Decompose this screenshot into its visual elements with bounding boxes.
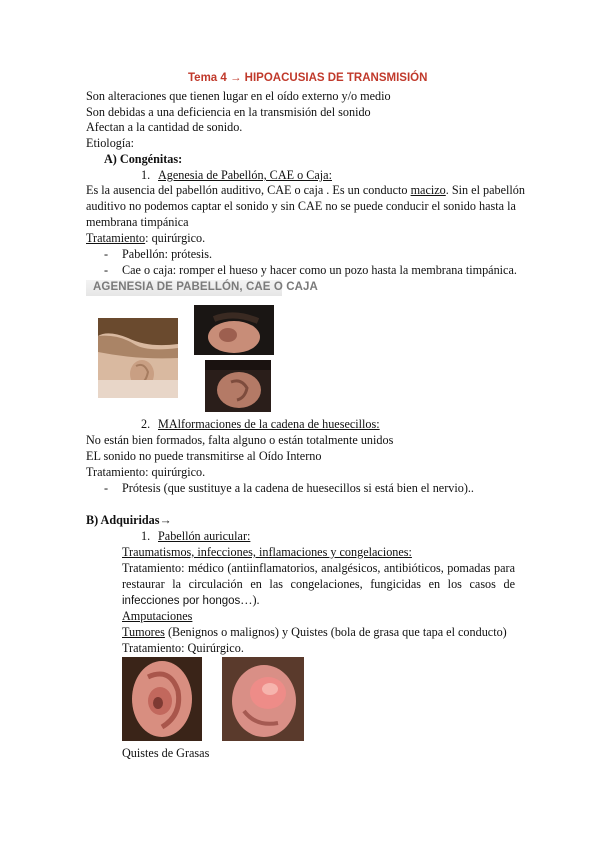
page-title: Tema 4 → HIPOACUSIAS DE TRANSMISIÓN [188,72,428,84]
tumores-rest: (Benignos o malignos) y Quistes (bola de grasa que tapa el conducto) [164,625,507,639]
item-b1-title: Pabellón auricular: [158,529,251,543]
item-a1-number: 1. [141,168,151,182]
item-a1-tratamiento [86,231,205,246]
section-b-heading: B) Adquiridas→ [86,513,172,527]
amputaciones-label: Amputaciones [122,609,193,623]
image-banner-text: AGENESIA DE PABELLÓN, CAE O CAJA [93,281,318,293]
intro-line-1: Son alteraciones que tienen lugar en el oído externo y/o medio [86,89,391,103]
bullet-dash: - [104,481,109,495]
item-a2-line-1: No están bien formados, falta alguno o están totalmente unidos [86,433,394,447]
tratamiento-value: : quirúrgico. [145,231,206,245]
tumores-label: Tumores [122,625,165,639]
cyst-photo-2 [222,657,304,741]
tratamiento-label: Tratamiento [86,231,146,245]
hongos-tail: …). [240,593,260,607]
item-a1-desc-line-2: auditivo no podemos captar el sonido y sin CAE no se puede conducir el sonido hasta la [86,199,516,213]
item-a2-title: MAlformaciones de la cadena de huesecillos: [158,417,380,431]
item-a2-number: 2. [141,417,151,431]
ear-photo-2 [194,305,274,355]
bullet-dash: - [104,263,109,277]
tumores-line [122,625,507,640]
cyst-photo-1 [122,657,202,741]
desc-text: Es la ausencia del pabellón auditivo, CAE o caja . Es un conducto [86,183,411,197]
item-b1-number: 1. [141,529,151,543]
bullet-protesis-cadena: Prótesis (que sustituye a la cadena de huesecillos si está bien el nervio).. [122,481,474,495]
image-caption: Quistes de Grasas [122,746,210,760]
item-a1-desc-line-1 [86,183,525,198]
bullet-protesis: Pabellón: prótesis. [122,247,213,261]
ear-photo-1 [98,318,178,398]
section-a-heading: A) Congénitas: [104,152,183,166]
item-a1-title: Agenesia de Pabellón, CAE o Caja: [158,168,332,182]
intro-line-3: Afectan a la cantidad de sonido. [86,120,243,134]
item-a2-line-2: EL sonido no puede transmitirse al Oído Interno [86,449,322,463]
item-b1-trat-line-3 [122,593,260,609]
item-b1-trat-line-1: Tratamiento: médico (antiinflamatorios, analgésicos, antibióticos, pomadas para [122,561,515,575]
item-a2-line-3: Tratamiento: quirúrgico. [86,465,206,479]
bullet-cae-caja: Cae o caja: romper el hueso y hacer como un pozo hasta la membrana timpánica. [122,263,517,277]
bullet-dash: - [104,247,109,261]
item-b1-trat-line-2: restaurar la circulación en las congelaciones, fungicidas en los casos de [122,577,515,591]
item-b1-subtitle: Traumatismos, infecciones, inflamaciones y congelaciones: [122,545,412,559]
item-a1-desc-line-3: membrana timpánica [86,215,189,229]
ear-photo-3 [205,360,271,412]
etiologia-label: Etiología: [86,136,135,150]
intro-line-2: Son debidas a una deficiencia en la transmisión del sonido [86,105,371,119]
item-b1-tratamiento: Tratamiento: Quirúrgico. [122,641,244,655]
desc-macizo: macizo [410,183,446,197]
hongos-text: infecciones por hongos [122,595,241,607]
desc-tail: . Sin el pabellón [445,183,525,197]
